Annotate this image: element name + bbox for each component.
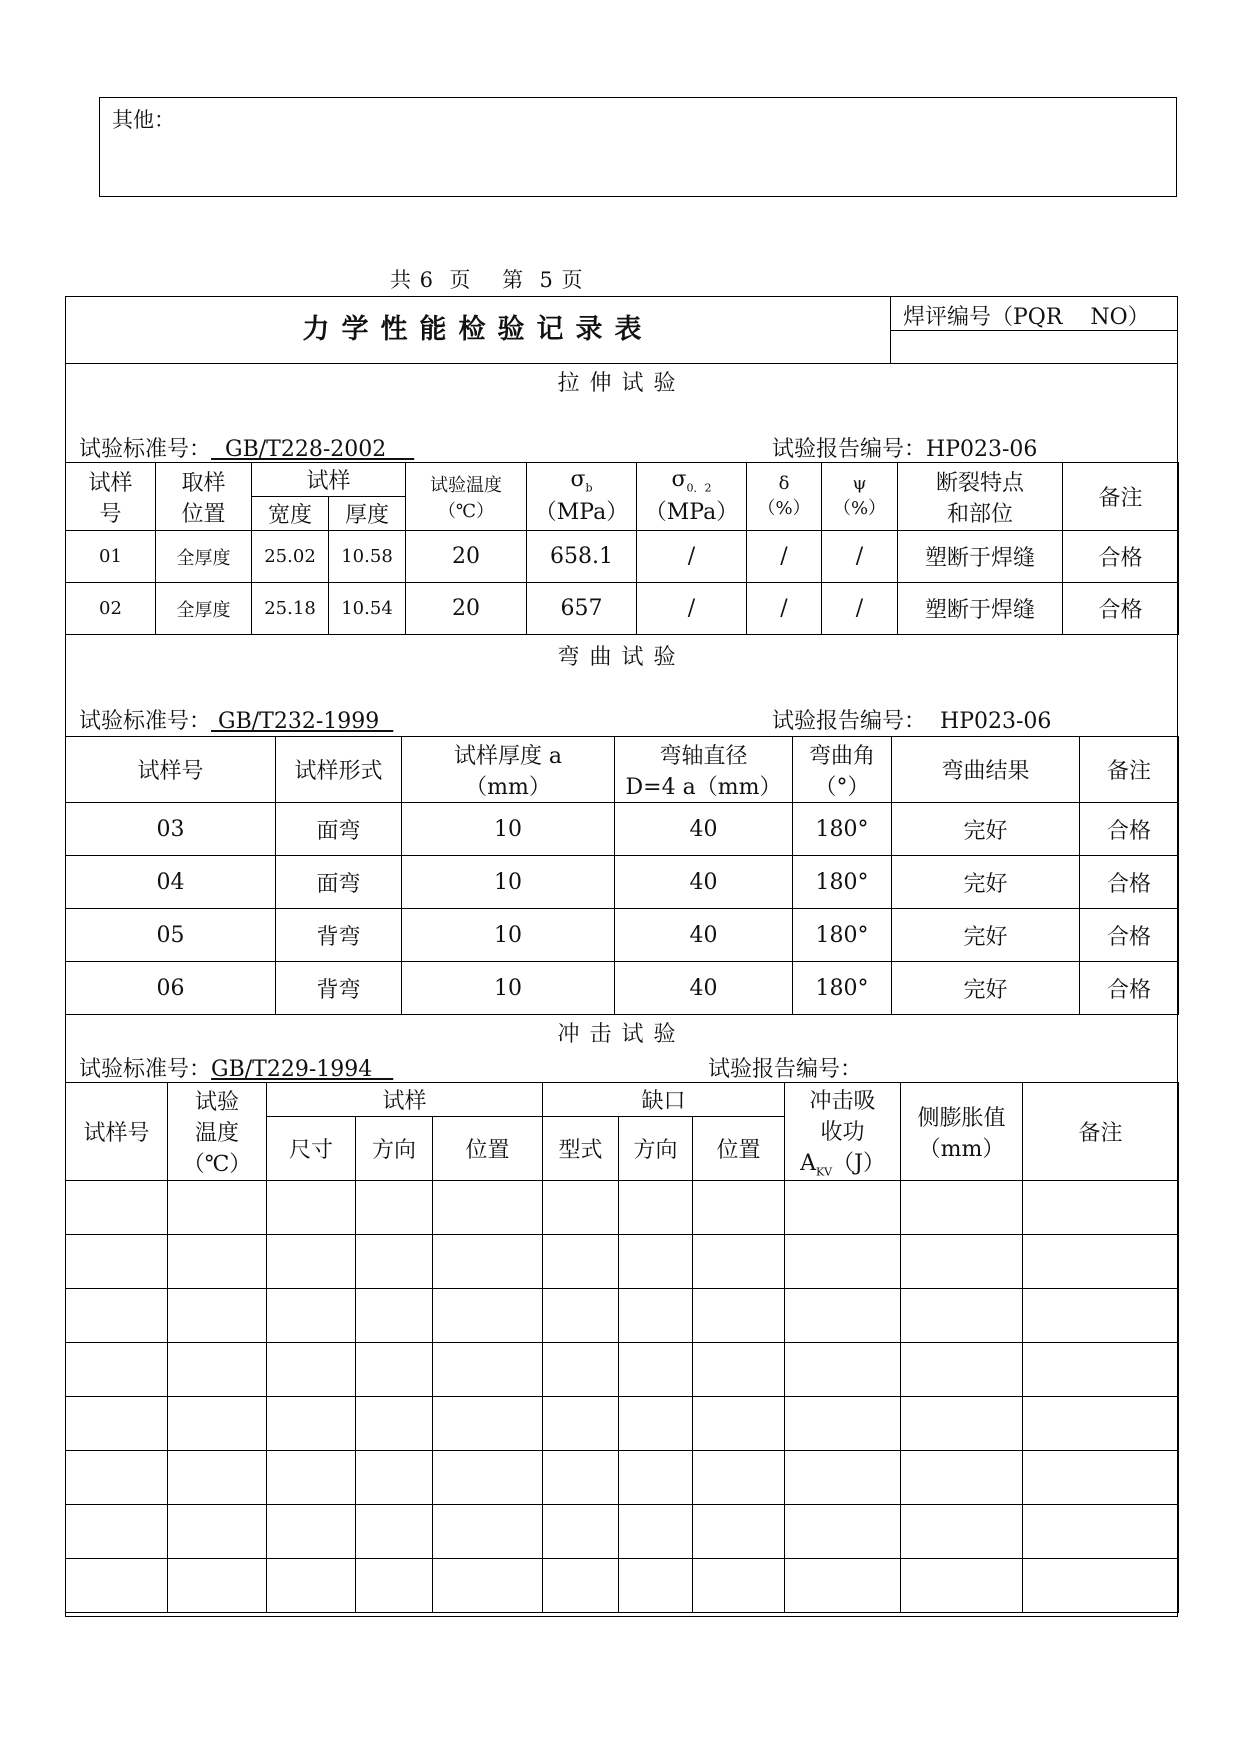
bend-report-value: HP023-06 [940, 709, 1052, 734]
th-ndir: 方向 [619, 1117, 693, 1181]
empty-cell [356, 1289, 433, 1343]
th-psi: ψ （%） [822, 463, 898, 531]
empty-cell [785, 1181, 901, 1235]
bend-report-label: 试验报告编号： [772, 709, 927, 734]
bend-std [79, 704, 393, 735]
th-thick: 试样厚度 a （mm） [402, 737, 615, 803]
th-delta: δ （%） [747, 463, 822, 531]
th-akv: 冲击吸 收功 $A_{KV}(J)$ [785, 1083, 901, 1181]
empty-cell [66, 1289, 168, 1343]
empty-cell [901, 1181, 1023, 1235]
empty-cell [433, 1397, 543, 1451]
cell-dia: 40 [615, 962, 793, 1015]
th-remark: 备注 [1023, 1083, 1179, 1181]
cell-result: 完好 [892, 962, 1080, 1015]
empty-cell [619, 1451, 693, 1505]
cell-width: 25.18 [252, 583, 329, 635]
empty-cell [356, 1559, 433, 1613]
pqr-label: 焊评编号（PQR NO） [903, 305, 1150, 330]
table-row [66, 1235, 1179, 1289]
empty-cell [901, 1397, 1023, 1451]
impact-std-label: 试验标准号： [79, 1057, 212, 1082]
impact-std-value: GB/T229-1994 [211, 1057, 394, 1082]
table-row [66, 531, 1179, 583]
empty-cell [356, 1397, 433, 1451]
cell-no: 02 [66, 583, 156, 635]
th-location: 取样 位置 [156, 463, 252, 531]
empty-cell [693, 1505, 785, 1559]
empty-cell [619, 1289, 693, 1343]
empty-cell [66, 1505, 168, 1559]
empty-cell [1023, 1343, 1179, 1397]
empty-cell [543, 1181, 619, 1235]
pqr-divider [891, 330, 1178, 331]
bend-title: 弯曲试验 [557, 645, 686, 670]
empty-cell [168, 1451, 267, 1505]
other-label: 其他： [112, 108, 175, 132]
th-specimen: 试样 [267, 1083, 543, 1117]
empty-cell [619, 1505, 693, 1559]
empty-cell [66, 1559, 168, 1613]
cell-fracture: 塑断于焊缝 [898, 531, 1063, 583]
table-row [66, 1397, 1179, 1451]
empty-cell [543, 1289, 619, 1343]
th-no: 试样号 [66, 1083, 168, 1181]
cell-delta: / [747, 583, 822, 635]
th-specimen: 试样 [252, 463, 406, 497]
empty-cell [356, 1181, 433, 1235]
empty-cell [693, 1235, 785, 1289]
cell-form: 面弯 [276, 803, 402, 856]
cell-no: 03 [66, 803, 276, 856]
cell-fracture: 塑断于焊缝 [898, 583, 1063, 635]
cell-result: 完好 [892, 856, 1080, 909]
empty-cell [785, 1397, 901, 1451]
th-thickness: 厚度 [329, 497, 406, 531]
empty-cell [66, 1181, 168, 1235]
cell-width: 25.02 [252, 531, 329, 583]
empty-cell [267, 1559, 356, 1613]
empty-cell [356, 1235, 433, 1289]
bend-std-value: GB/T232-1999 [211, 709, 394, 734]
impact-title: 冲击试验 [557, 1022, 686, 1047]
empty-cell [66, 1397, 168, 1451]
empty-cell [693, 1289, 785, 1343]
cell-thick: 10 [402, 962, 615, 1015]
cell-temp: 20 [406, 583, 527, 635]
cell-temp: 20 [406, 531, 527, 583]
th-result: 弯曲结果 [892, 737, 1080, 803]
th-form: 试样形式 [276, 737, 402, 803]
th-remark: 备注 [1063, 463, 1179, 531]
cell-angle: 180° [793, 962, 892, 1015]
th-angle: 弯曲角 （°） [793, 737, 892, 803]
cell-thick: 10 [402, 909, 615, 962]
empty-cell [785, 1559, 901, 1613]
empty-cell [66, 1343, 168, 1397]
cell-angle: 180° [793, 856, 892, 909]
empty-cell [433, 1343, 543, 1397]
empty-cell [1023, 1397, 1179, 1451]
cell-no: 01 [66, 531, 156, 583]
table-row [66, 1289, 1179, 1343]
empty-cell [1023, 1505, 1179, 1559]
impact-table [65, 1082, 1179, 1613]
cell-result: 完好 [892, 909, 1080, 962]
cell-remark: 合格 [1080, 962, 1179, 1015]
impact-report-label: 试验报告编号： [708, 1057, 863, 1082]
cell-sb: 658.1 [527, 531, 637, 583]
empty-cell [901, 1235, 1023, 1289]
cell-angle: 180° [793, 803, 892, 856]
cell-delta: / [747, 531, 822, 583]
table-row [66, 962, 1179, 1015]
cell-thick: 10 [402, 803, 615, 856]
bend-report [772, 704, 1051, 735]
cell-thick: 10.54 [329, 583, 406, 635]
empty-cell [619, 1343, 693, 1397]
empty-cell [1023, 1451, 1179, 1505]
impact-std [79, 1052, 393, 1083]
cell-psi: / [822, 583, 898, 635]
empty-cell [168, 1181, 267, 1235]
table-row [66, 1343, 1179, 1397]
tensile-std [79, 432, 414, 463]
bend-table [65, 736, 1179, 1015]
empty-cell [267, 1235, 356, 1289]
empty-cell [356, 1505, 433, 1559]
empty-cell [1023, 1289, 1179, 1343]
empty-cell [543, 1235, 619, 1289]
th-fracture: 断裂特点 和部位 [898, 463, 1063, 531]
cell-s02: / [637, 583, 747, 635]
th-sigma-02: $\sigma_{0.2}$ （MPa） [637, 463, 747, 531]
tensile-report-value: HP023-06 [926, 437, 1038, 462]
tensile-table [65, 462, 1179, 635]
empty-cell [693, 1559, 785, 1613]
empty-cell [267, 1397, 356, 1451]
empty-cell [785, 1235, 901, 1289]
empty-cell [267, 1181, 356, 1235]
empty-cell [901, 1451, 1023, 1505]
empty-cell [785, 1343, 901, 1397]
empty-cell [168, 1289, 267, 1343]
empty-cell [785, 1451, 901, 1505]
th-ntype: 型式 [543, 1117, 619, 1181]
th-pos: 位置 [433, 1117, 543, 1181]
empty-cell [267, 1451, 356, 1505]
empty-cell [168, 1235, 267, 1289]
cell-result: 完好 [892, 803, 1080, 856]
impact-body [66, 1181, 1179, 1613]
empty-cell [901, 1343, 1023, 1397]
cell-dia: 40 [615, 856, 793, 909]
table-row [66, 803, 1179, 856]
empty-cell [543, 1505, 619, 1559]
cell-thick: 10 [402, 856, 615, 909]
empty-cell [433, 1451, 543, 1505]
tensile-report-label: 试验报告编号： [772, 437, 927, 462]
empty-cell [433, 1505, 543, 1559]
table-row [66, 1451, 1179, 1505]
th-dia: 弯轴直径 D=4 a（mm） [615, 737, 793, 803]
cell-remark: 合格 [1063, 583, 1179, 635]
cell-form: 背弯 [276, 962, 402, 1015]
th-dir: 方向 [356, 1117, 433, 1181]
pqr-box [890, 296, 1178, 364]
cell-sb: 657 [527, 583, 637, 635]
cell-remark: 合格 [1080, 909, 1179, 962]
empty-cell [901, 1559, 1023, 1613]
empty-cell [543, 1451, 619, 1505]
empty-cell [356, 1343, 433, 1397]
table-row [66, 909, 1179, 962]
empty-cell [785, 1289, 901, 1343]
cell-loc: 全厚度 [156, 583, 252, 635]
empty-cell [543, 1343, 619, 1397]
empty-cell [433, 1559, 543, 1613]
empty-cell [267, 1289, 356, 1343]
empty-cell [543, 1397, 619, 1451]
cell-dia: 40 [615, 803, 793, 856]
empty-cell [168, 1505, 267, 1559]
th-temp: 试验 温度 （℃） [168, 1083, 267, 1181]
empty-cell [543, 1559, 619, 1613]
th-size: 尺寸 [267, 1117, 356, 1181]
other-box [99, 97, 1177, 197]
empty-cell [168, 1343, 267, 1397]
form-title: 力学性能检验记录表 [302, 314, 654, 345]
th-lateral: 侧膨胀值 （mm） [901, 1083, 1023, 1181]
cell-angle: 180° [793, 909, 892, 962]
empty-cell [901, 1505, 1023, 1559]
empty-cell [356, 1451, 433, 1505]
empty-cell [267, 1343, 356, 1397]
cell-form: 背弯 [276, 909, 402, 962]
th-width: 宽度 [252, 497, 329, 531]
th-npos: 位置 [693, 1117, 785, 1181]
th-specimen-no: 试样 号 [66, 463, 156, 531]
cell-no: 05 [66, 909, 276, 962]
th-notch: 缺口 [543, 1083, 785, 1117]
th-sigma-b: $\sigma_b$ （MPa） [527, 463, 637, 531]
cell-remark: 合格 [1063, 531, 1179, 583]
tensile-report [772, 432, 1037, 463]
empty-cell [267, 1505, 356, 1559]
cell-form: 面弯 [276, 856, 402, 909]
empty-cell [168, 1397, 267, 1451]
empty-cell [433, 1181, 543, 1235]
empty-cell [693, 1181, 785, 1235]
table-row [66, 1505, 1179, 1559]
empty-cell [619, 1559, 693, 1613]
empty-cell [693, 1343, 785, 1397]
empty-cell [901, 1289, 1023, 1343]
page-count: 共 6 页 第 5 页 [390, 268, 584, 292]
tensile-title: 拉伸试验 [557, 371, 686, 396]
bend-std-label: 试验标准号： [79, 709, 212, 734]
empty-cell [433, 1289, 543, 1343]
cell-no: 06 [66, 962, 276, 1015]
tensile-std-value: GB/T228-2002 [211, 437, 415, 462]
cell-no: 04 [66, 856, 276, 909]
empty-cell [66, 1235, 168, 1289]
table-row [66, 583, 1179, 635]
th-temp: 试验温度 （℃） [406, 463, 527, 531]
cell-psi: / [822, 531, 898, 583]
empty-cell [1023, 1235, 1179, 1289]
empty-cell [1023, 1181, 1179, 1235]
cell-remark: 合格 [1080, 803, 1179, 856]
empty-cell [66, 1451, 168, 1505]
impact-report [708, 1052, 862, 1083]
empty-cell [619, 1397, 693, 1451]
cell-dia: 40 [615, 909, 793, 962]
empty-cell [1023, 1559, 1179, 1613]
empty-cell [693, 1451, 785, 1505]
table-row [66, 1559, 1179, 1613]
empty-cell [785, 1505, 901, 1559]
cell-loc: 全厚度 [156, 531, 252, 583]
cell-remark: 合格 [1080, 856, 1179, 909]
table-row [66, 1181, 1179, 1235]
empty-cell [619, 1235, 693, 1289]
tensile-std-label: 试验标准号： [79, 437, 212, 462]
table-row [66, 856, 1179, 909]
th-remark: 备注 [1080, 737, 1179, 803]
empty-cell [693, 1397, 785, 1451]
empty-cell [619, 1181, 693, 1235]
cell-s02: / [637, 531, 747, 583]
cell-thick: 10.58 [329, 531, 406, 583]
empty-cell [168, 1559, 267, 1613]
th-no: 试样号 [66, 737, 276, 803]
empty-cell [433, 1235, 543, 1289]
